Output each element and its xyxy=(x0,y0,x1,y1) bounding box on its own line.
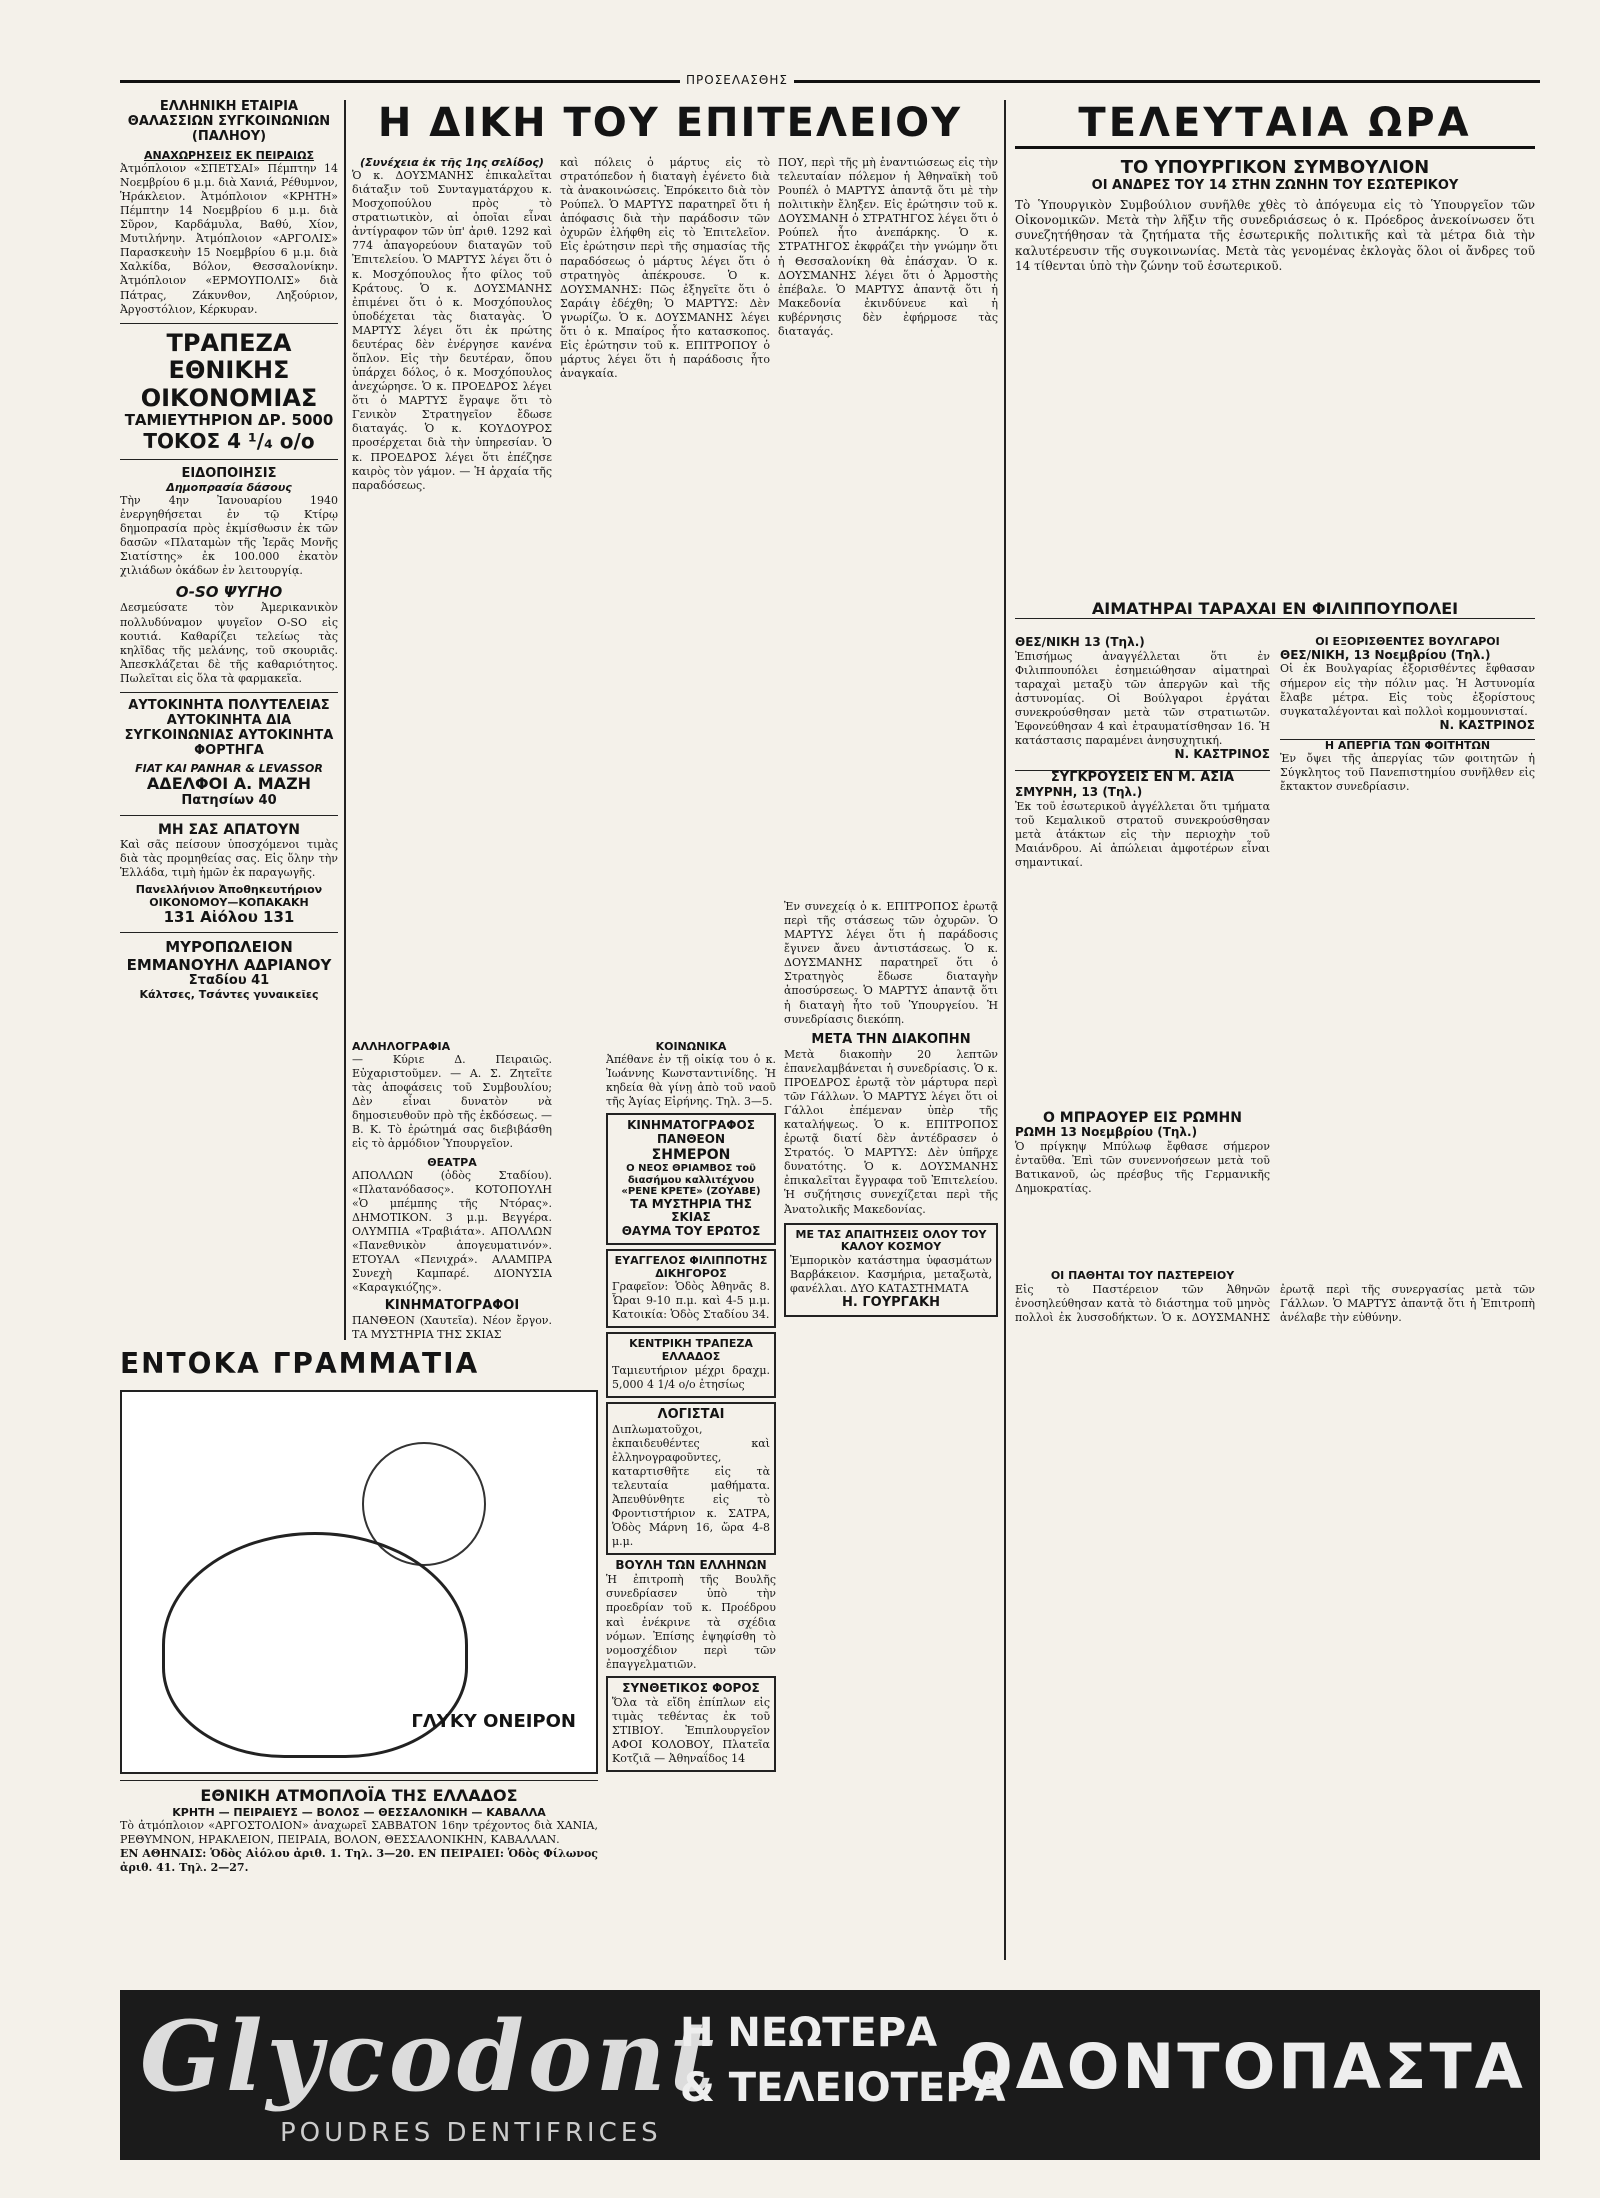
tax-heading: ΣΥΝΘΕΤΙΚΟΣ ΦΟΡΟΣ xyxy=(622,1680,760,1695)
pasteur-text: Εἰς τὸ Παστέρειον τῶν Ἀθηνῶν ἐνοσηλεύθησαν κατὰ τὸ διάστημα τοῦ μηνὸς πολλοὶ ἐκ λυσσοδήκτων. Ὁ κ. ΔΟΥΣΜΑΝΗΣ ἐρωτᾷ περὶ τῆς συνεργασίας μετὰ τῶν Γάλλων. Ὁ ΜΑΡΤΥΣ ἀπαντᾷ ὅτι ἡ Ἐπιτροπὴ ἀνέλαβε τὴν εὐθύνην. xyxy=(1015,1282,1535,1324)
correspondence-heading: ΑΛΛΗΛΟΓΡΑΦΙΑ xyxy=(352,1040,451,1053)
shipping-text: Τὸ ἀτμόπλοιον «ΑΡΓΟΣΤΟΛΙΟΝ» ἀναχωρεῖ ΣΑΒΒΑΤΟΝ 16ην τρέχοντος διὰ ΧΑΝΙΑ, ΡΕΘΥΜΝΟΝ, ΗΡΑΚΛΕΙΟΝ, ΠΕΙΡΑΙΑ, ΒΟΛΟΝ, ΘΕΣΣΑΛΟΝΙΚΗΝ, ΚΑΒΑΛΛΑΝ. xyxy=(120,1818,598,1846)
banner-tagline-1: Η ΝΕΩΤΕΡΑ xyxy=(680,2010,938,2056)
social-text: Ἀπέθανε ἐν τῇ οἰκίᾳ του ὁ κ. Ἰωάννης Κωνσταντινίδης. Ἡ κηδεία θὰ γίνῃ ἀπὸ τοῦ ναοῦ τῆς Ἁγίας Εἰρήνης. Τηλ. 3—5. xyxy=(606,1053,776,1109)
masthead-rule xyxy=(120,73,1540,97)
theater-text: ΑΠΟΛΛΩΝ (ὁδὸς Σταδίου). «Πλατανόδασος». ΚΟΤΟΠΟΥΛΗ «Ὁ μπέμπης τῆς Ντόρας». ΔΗΜΟΤΙΚΟΝ. 3 μ.μ. Βεγγέρα. ΟΛΥΜΠΙΑ «Τραβιάτα». ΑΠΟΛΛΩΝ «Πανεθνικὸν ἀπογευματινόν». ΕΤΟΥΑΛ «Πενιχρά». ΑΛΑΜΠΡΑ Συνεχὴ Καμπαρέ. ΔΙΟΝΥΣΙΑ «Καραγκιόζης». xyxy=(352,1168,552,1295)
tax-text: Ὅλα τὰ εἴδη ἐπίπλων εἰς τιμὰς τεθέντας ἐκ τοῦ ΣΤΙΒΙΟΥ. Ἐπιπλουργεῖον ΑΦΟΙ ΚΟΛΟΒΟΥ, Πλατεῖα Κοτζιᾶ — Ἀθηναΐδος 14 xyxy=(612,1695,770,1765)
demands-ad xyxy=(784,1223,998,1317)
pantheon-heading: ΚΙΝΗΜΑΤΟΓΡΑΦΟΣ ΠΑΝΘΕΟΝ xyxy=(627,1118,755,1147)
lawyer-ad xyxy=(606,1249,776,1329)
cars-heading: ΑΥΤΟΚΙΝΗΤΑ ΠΟΛΥΤΕΛΕΙΑΣ ΑΥΤΟΚΙΝΗΤΑ ΔΙΑ ΣΥΓΚΟΙΝΩΝΙΑΣ ΑΥΤΟΚΙΝΗΤΑ ΦΟΡΤΗΓΑ xyxy=(124,697,334,758)
ship-company-heading: ΕΛΛΗΝΙΚΗ ΕΤΑΙΡΙΑ ΘΑΛΑΣΣΙΩΝ ΣΥΓΚΟΙΝΩΝΙΩΝ (ΠΑΛΗΟΥ) xyxy=(127,100,331,144)
theater-heading: ΘΕΑΤΡΑ xyxy=(427,1155,477,1169)
refugees-signature: Ν. ΚΑΣΤΡΙΝΟΣ xyxy=(1439,717,1535,732)
trial-column-3 xyxy=(778,156,998,896)
glycodont-banner-ad xyxy=(120,1990,1540,2160)
banner-brand: Glycodont xyxy=(140,2000,719,2113)
cinema-heading: ΚΙΝΗΜΑΤΟΓΡΑΦΟΙ xyxy=(384,1298,520,1314)
newspaper-page xyxy=(120,73,1540,2190)
riots-heading-block xyxy=(1015,600,1535,630)
trial-text-4: Ἐν συνεχείᾳ ὁ κ. ΕΠΙΤΡΟΠΟΣ ἐρωτᾷ περὶ τῆς στάσεως τῶν ὀχυρῶν. Ὁ ΜΑΡΤΥΣ λέγει ὅτι ἡ παράδοσις ἔγινεν ἄνευ ἀντιστάσεως. Ὁ κ. ΔΟΥΣΜΑΝΗΣ παρατηρεῖ ὅτι ὁ Στρατηγὸς ἔδωσε διαταγὴν ἀποσύρσεως. Ὁ ΜΑΡΤΥΣ ἀπαντᾷ ὅτι ἡ διαταγὴ ἦτο τοῦ Ὑπουργείου. Ἡ συνεδρίασις διεκόπη. xyxy=(784,900,998,1026)
riots-heading: ΑΙΜΑΤΗΡΑΙ ΤΑΡΑΧΑΙ ΕΝ ΦΙΛΙΠΠΟΥΠΟΛΕΙ xyxy=(1015,600,1535,619)
notices-subheading: Δημοπρασία δάσους xyxy=(166,480,292,494)
refugees-text: Οἱ ἐκ Βουλγαρίας ἐξορισθέντες ἔφθασαν σήμερον εἰς τὴν πόλιν μας. Ἡ Ἀστυνομία ἔλαβε μέτρα. Εἰς τοὺς ἐξορίστους συγκαταλέγονται καὶ πολλοὶ κομμουνισταί. xyxy=(1280,662,1535,718)
shipping-route: ΚΡΗΤΗ — ΠΕΙΡΑΙΕΥΣ — ΒΟΛΟΣ — ΘΕΣΣΑΛΟΝΙΚΗ — ΚΑΒΑΛΛΑ xyxy=(172,1805,546,1819)
correspondence-text: — Κύριε Δ. Πειραιῶς. Εὐχαριστοῦμεν. — Α. Σ. Ζητεῖτε τὰς ἀποφάσεις τοῦ Συμβουλίου; Δὲν εἶναι δυνατὸν νὰ δημοσιευθοῦν πρὸ τῆς ἐκδόσεως. — Β. Κ. Τὸ ἐρώτημά σας διεβιβάσθη εἰς τὸ ἁρμόδιον Ὑπουργεῖον. xyxy=(352,1053,552,1151)
scam-text: Καὶ σᾶς πείσουν ὑποσχόμενοι τιμὰς διὰ τὰς προμηθείας σας. Εἰς ὅλην τὴν Ἑλλάδα, τιμὴ ἡμῶν ἐκ παραγωγῆς. xyxy=(120,837,338,879)
bonds-illustration xyxy=(120,1390,598,1774)
asia-text: Ἐκ τοῦ ἐσωτερικοῦ ἀγγέλλεται ὅτι τμήματα τοῦ Κεμαλικοῦ στρατοῦ συνεκρούσθησαν μετὰ ἀτάκτων εἰς τὴν περιοχὴν τοῦ Μαιάνδρου. Αἱ ἀπώλειαι ἀμφοτέρων εἶναι σημαντικαί. xyxy=(1015,799,1270,870)
perfume-address: Σταδίου 41 xyxy=(188,972,270,988)
trial-continued: (Συνέχεια ἐκ τῆς 1ης σελίδος) xyxy=(360,156,544,169)
trial-headline: Η ΔΙΚΗ ΤΟΥ ΕΠΙΤΕΛΕΙΟΥ xyxy=(377,100,963,146)
trial-text-3: ΠΟΥ, περὶ τῆς μὴ ἐναντιώσεως εἰς τὴν τελευταίαν πόλεμον ἡ Ἀθηναϊκὴ τοῦ Ρουπέλ ὁ ΜΑΡΤΥΣ ἀπαντᾷ ὅτι μὲ τὴν πολιτικὴν ἔληξεν. Εἰς ἐρώτησιν τοῦ κ. ΔΟΥΣΜΑΝΗ ὁ ΣΤΡΑΤΗΓΟΣ λέγει ὅτι ὁ Ρούπελ ἦτο ἀνεπάρκης. Ὁ κ. ΣΤΡΑΤΗΓΟΣ ἐκφράζει τὴν γνώμην ὅτι ἡ Θεσσαλονίκη θὰ ἐπάσχαν. Ὁ κ. ΔΟΥΣΜΑΝΗΣ λέγει ὅτι ὁ Ἀρμοστὴς ἐπέβαλε. Ὁ ΜΑΡΤΥΣ ἀπαντᾷ ὅτι ἡ Μακεδονία ἐκινδύνευε καὶ ἡ κυβέρνησις δὲν ἐφήρμοσε τὰς διαταγάς. xyxy=(778,156,998,338)
trial-column-4 xyxy=(784,900,998,1960)
riots-dateline: ΘΕΣ/ΝΙΚΗ 13 (Τηλ.) xyxy=(1015,636,1145,649)
trial-text-2: καὶ πόλεις ὁ μάρτυς εἰς τὸ στρατόπεδον ἡ διαταγὴ ἐγένετο διὰ τὰ ἀνακοινώσεις. Ἐπρόκειτο διὰ τὸν Ρούπελ. Ὁ ΜΑΡΤΥΣ παρατηρεῖ ὅτι ἡ ἀπόφασις διὰ τὴν παράδοσιν τῶν ὀχυρῶν ἐλήφθη εἰς τὸ Ἐπιτελεῖον. Εἰς ἐρώτησιν περὶ τῆς σημασίας τῆς παραδόσεως ὁ μάρτυς λέγει ὅτι ὁ στρατηγὸς ἀπέκρουσε. Ὁ κ. ΔΟΥΣΜΑΝΗΣ: Πῶς ἐξηγεῖτε ὅτι ὁ Σαράιγ ἐδέχθη; Ὁ ΜΑΡΤΥΣ: Δὲν γνωρίζω. Ὁ κ. ΔΟΥΣΜΑΝΗΣ λέγει ὅτι ὁ κ. Μπαίρος ἦτο κατασκοπος. Εἰς ἐρώτησιν τοῦ κ. ΕΠΙΤΡΟΠΟΥ ὁ μάρτυς λέγει ὅτι ἡ παράδοσις ἦτο ἀναγκαία. xyxy=(560,156,770,381)
oso-text: Δεσμεύσατε τὸν Ἀμερικανικὸν πολλυδύναμον ψυγεῖον O-SO εἰς κουτιά. Καθαρίζει τελείως τὰς κηλῖδας τῆς μελάνης, τοῦ σκουριᾶς. Ἀπεσκλάζεται δὲ τῆς καθαριότητος. Πωλεῖται εἰς ὅλα τὰ φαρμακεῖα. xyxy=(120,601,338,685)
central-bank-text: Ταμιευτήριον μέχρι δραχμ. 5,000 4 1/4 ο/ο ἐτησίως xyxy=(612,1363,770,1391)
correspondence-column xyxy=(352,1040,552,1340)
break-text: Μετὰ διακοπὴν 20 λεπτῶν ἐπανελαμβάνεται ἡ συνεδρίασις. Ὁ κ. ΠΡΟΕΔΡΟΣ ἐρωτᾷ τὸν μάρτυρα περὶ τῶν Γάλλων. Ὁ ΜΑΡΤΥΣ λέγει ὅτι οἱ Γάλλοι ἐπέμεναν ὑπὲρ τῆς καταλήψεως. Ὁ κ. ΕΠΙΤΡΟΠΟΣ ἐρωτᾷ διατί δὲν ἀντέδρασεν ὁ Στρατός. Ὁ ΜΑΡΤΥΣ: Δὲν ὑπῆρχε δυνατότης. Ὁ κ. ΔΟΥΣΜΑΝΗΣ ἐπικαλεῖται ἔγγραφα τοῦ Ἐπιτελείου. Ἡ συζήτησις συνεχίζεται περὶ τῆς Ἀνατολικῆς Μακεδονίας. xyxy=(784,1047,998,1216)
trial-text-1: Ὁ κ. ΔΟΥΣΜΑΝΗΣ ἐπικαλεῖται διάταξιν τοῦ Συνταγματάρχου κ. Μοσχοπούλου πρὸς τὸ στρατιωτικὸν, αἱ ὁποῖαι εἶναι ἀντίγραφον τῶν ὑπ' ἀριθ. 1292 καὶ 774 ἀπαγορεύουν διαταγῶν τοῦ Ἐπιτελείου. Ὁ ΜΑΡΤΥΣ λέγει ὅτι ὁ κ. Μοσχόπουλος ἦτο φίλος τοῦ Κράτους. Ὁ κ. ΔΟΥΣΜΑΝΗΣ ἐπιμένει ὅτι ὁ κ. Μοσχόπουλος ὑποδέχεται τὰς διαταγὰς. Ὁ ΜΑΡΤΥΣ λέγει ὅτι ἐκ πρώτης δευτέρας δὲν ἐνέργησε κανένα ὅπλον. Εἰς τὴν δευτέραν, ὅπου ὑπάρχει δόλος, ὁ κ. Μοσχόπουλος ἀνεχώρησε. Ὁ κ. ΠΡΟΕΔΡΟΣ λέγει ὅτι ὁ ΜΑΡΤΥΣ ἔγραψε ὅτι τὸ Γενικὸν Στρατηγεῖον ἔδωσε διαταγάς. Ὁ κ. ΚΟΥΔΟΥΡΟΣ προσέρχεται διὰ τὴν ὑπηρεσίαν. Ὁ κ. ΠΡΟΕΔΡΟΣ λέγει ὅτι ἐπέζησε καιρὸς τὸν γάμον. — Ἡ ἀρχαία τῆς παραδόσεως. xyxy=(352,169,552,492)
pantheon-film: Ο ΝΕΟΣ ΘΡΙΑΜΒΟΣ τοῦ διασήμου καλλιτέχνου «ΡΕΝΕ ΚΡΕΤΕ» (ΖΟΥΑΒΕ) xyxy=(621,1163,761,1197)
bulow-text: Ὁ πρίγκηψ Μπύλωφ ἔφθασε σήμερον ἐνταῦθα. Ἐπὶ τῶν συνεννοήσεων μετὰ τοῦ Βατικανοῦ, ὡς πρέσβυς τῆς Γερμανικῆς Δημοκρατίας. xyxy=(1015,1139,1270,1196)
cabinet-text: Τὸ Ὑπουργικὸν Συμβούλιον συνῆλθε χθὲς τὸ ἀπόγευμα εἰς τὸ Ὑπουργεῖον τῶν Οἰκονομικῶν. Μετὰ τὴν λῆξιν τῆς συνεδριάσεως ὁ κ. Πρόεδρος ἀνεκοίνωσεν ὅτι συνεζητήθησαν τὰ ζητήματα τῆς ἐσωτερικῆς πολιτικῆς καὶ τὰ μέτρα διὰ τὴν καλυτέρευσιν τῆς συγκοινωνίας. Μετὰ τὰς γενομένας ἐκλογὰς ὅλοι οἱ ἄνδρες τοῦ 14 τίθενται ὑπὸ τὴν ζώνην τοῦ ἐσωτερικοῦ. xyxy=(1015,197,1535,274)
tax-ad xyxy=(606,1676,776,1772)
oikonomou-store: Πανελλήνιον Ἀποθηκευτήριον ΟΙΚΟΝΟΜΟΥ—ΚΟΠΑΚΑΚΗ xyxy=(135,882,323,909)
shipping-heading: ΕΘΝΙΚΗ ΑΤΜΟΠΛΟΪΑ ΤΗΣ ΕΛΛΑΔΟΣ xyxy=(200,1786,518,1806)
departures-heading: ΑΝΑΧΩΡΗΣΕΙΣ ΕΚ ΠΕΙΡΑΙΩΣ xyxy=(143,148,314,162)
perfume-heading: ΜΥΡΟΠΩΛΕΙΟΝ ΕΜΜΑΝΟΥΗΛ ΑΔΡΙΑΝΟΥ xyxy=(126,938,332,974)
illustration-caption: ΓΛΥΚΥ ΟΝΕΙΡΟΝ xyxy=(411,1711,576,1733)
riots-text: Ἐπισήμως ἀναγγέλλεται ὅτι ἐν Φιλιππουπόλει ἐσημειώθησαν αἱματηραὶ ταραχαὶ μεταξὺ τῶν ἀπεργῶν καὶ τῆς ἀστυνομίας. Οἱ Βούλγαροι ἐργάται συνεκρούσθησαν μετὰ τῶν στρατιωτῶν. Ἐφονεύθησαν 4 καὶ ἐτραυματίσθησαν 16. Ἡ κατάστασις παραμένει ἀνησυχητική. xyxy=(1015,649,1270,748)
bonds-heading: ΕΝΤΟΚΑ ΓΡΑΜΜΑΤΙΑ xyxy=(120,1348,480,1380)
pantheon-film-2: ΤΑ ΜΥΣΤΗΡΙΑ ΤΗΣ ΣΚΙΑΣ xyxy=(630,1196,752,1225)
bonds-block xyxy=(120,1348,598,1978)
asia-heading: ΣΥΓΚΡΟΥΣΕΙΣ ΕΝ Μ. ΑΣΙΑ xyxy=(1015,770,1270,786)
scam-heading: ΜΗ ΣΑΣ ΑΠΑΤΟΥΝ xyxy=(157,821,301,838)
cinema-text: ΠΑΝΘΕΟΝ (Χαυτεῖα). Νέον ἔργον. ΤΑ ΜΥΣΤΗΡΙΑ ΤΗΣ ΣΚΙΑΣ xyxy=(352,1314,552,1340)
column-rule xyxy=(344,100,346,1340)
bulow-dateline: ΡΩΜΗ 13 Νοεμβρίου (Τηλ.) xyxy=(1015,1125,1198,1140)
cabinet-heading: ΤΟ ΥΠΟΥΡΓΙΚΟΝ ΣΥΜΒΟΥΛΙΟΝ xyxy=(1120,158,1430,178)
pantheon-film-3: ΘΑΥΜΑ ΤΟΥ ΕΡΩΤΟΣ xyxy=(621,1224,761,1239)
masthead-tag: ΠΡΟΣΕΛΑΣΘΗΣ xyxy=(680,73,794,87)
oikonomou-address: 131 Αἰόλου 131 xyxy=(163,908,295,927)
banner-tagline-3: ΟΔΟΝΤΟΠΑΣΤΑ xyxy=(960,2030,1526,2103)
bank-rate: ΤΟΚΟΣ 4 ¹/₄ ο/ο xyxy=(143,428,315,453)
parliament-text: Ἡ ἐπιτροπὴ τῆς Βουλῆς συνεδρίασεν ὑπὸ τὴν προεδρίαν τοῦ κ. Προέδρου καὶ ἐνέκρινε τὰ σχέδια νόμων. Ἐπίσης ἐψηφίσθη τὸ νομοσχέδιον περὶ τῶν ἐπαγγελματιῶν. xyxy=(606,1573,776,1671)
riots-article xyxy=(1015,636,1270,1036)
bank-heading: ΤΡΑΠΕΖΑ ΕΘΝΙΚΗΣ ΟΙΚΟΝΟΜΙΑΣ xyxy=(140,328,318,412)
banner-tagline-2: & ΤΕΛΕΙΟΤΕΡΑ xyxy=(680,2065,1006,2111)
demands-name: Η. ΓΟΥΡΓΑΚΗ xyxy=(842,1295,940,1311)
cars-brand: FIAT KAI PANHAR & LEVASSOR xyxy=(135,761,323,775)
pantheon-ad xyxy=(606,1113,776,1245)
lawyer-heading: ΕΥΑΓΓΕΛΟΣ ΦΙΛΙΠΠΟΤΗΣ ΔΙΚΗΓΟΡΟΣ xyxy=(614,1253,768,1280)
notices-heading: ΕΙΔΟΠΟΙΗΣΙΣ xyxy=(181,465,277,481)
riots-signature: Ν. ΚΑΣΤΡΙΝΟΣ xyxy=(1174,747,1270,762)
accountants-text: Διπλωματοῦχοι, ἐκπαιδευθέντες καὶ ἐλληνογραφοῦντες, καταρτισθῆτε εἰς τὰ τελευταία μαθήματα. Ἀπευθύνθητε εἰς τὸ Φροντιστήριον κ. ΣΑΤΡΑ, Ὁδὸς Μάρνη 16, ὥρα 4-8 μ.μ. xyxy=(612,1422,770,1549)
refugees-article xyxy=(1280,636,1535,1096)
bank-line: ΤΑΜΙΕΥΤΗΡΙΟΝ ΔΡ. 5000 xyxy=(124,411,334,430)
lawyer-text: Γραφεῖον: Ὁδὸς Ἀθηνᾶς 8. Ὧραι 9-10 π.μ. καὶ 4-5 μ.μ. Κατοικία: Ὁδὸς Σταδίου 34. xyxy=(612,1280,770,1322)
central-bank-ad xyxy=(606,1332,776,1397)
shipping-info: ΕΝ ΑΘΗΝΑΙΣ: Ὁδὸς Αἰόλου ἀριθ. 1. Τηλ. 3—20. ΕΝ ΠΕΙΡΑΙΕΙ: Ὁδὸς Φίλωνος ἀριθ. 41. Τηλ. 2—27. xyxy=(120,1846,598,1874)
strike-text: Ἐν ὄψει τῆς ἀπεργίας τῶν φοιτητῶν ἡ Σύγκλητος τοῦ Πανεπιστημίου συνῆλθεν εἰς ἔκτακτον συνεδρίασιν. xyxy=(1280,752,1535,794)
social-column xyxy=(606,1040,776,1960)
refugees-heading: ΟΙ ΕΞΟΡΙΣΘΕΝΤΕΣ ΒΟΥΛΓΑΡΟΙ xyxy=(1315,636,1500,648)
departures-text: Ἀτμόπλοιον «ΣΠΕΤΣΑΙ» Πέμπτην 14 Νοεμβρίου 6 μ.μ. διὰ Χανιά, Ρέθυμνον, Ἡράκλειον. Ἀτμόπλοιον «ΚΡΗΤΗ» Πέμπτην 14 Νοεμβρίου 6 μ.μ. διὰ Σῦρον, Καρδάμυλα, Βαθύ, Χίον, Μυτιλήνην. Ἀτμόπλοιον «ΑΡΓΟΛΙΣ» Παρασκευὴν 15 Νοεμβρίου 6 μ.μ. διὰ Χαλκίδα, Βόλον, Θεσσαλονίκην. Ἀτμόπλοιον «ΕΡΜΟΥΠΟΛΙΣ» διὰ Πάτρας, Ζάκυνθον, Ληξούριον, Ἀργοστόλιον, Κέρκυραν. xyxy=(120,161,338,316)
trial-column-1 xyxy=(352,156,552,1026)
central-bank-heading: ΚΕΝΤΡΙΚΗ ΤΡΑΠΕΖΑ ΕΛΛΑΔΟΣ xyxy=(629,1337,753,1364)
social-heading: ΚΟΙΝΩΝΙΚΑ xyxy=(655,1040,727,1053)
parliament-heading: ΒΟΥΛΗ ΤΩΝ ΕΛΛΗΝΩΝ xyxy=(615,1558,767,1573)
cars-dealer: ΑΔΕΛΦΟΙ Α. ΜΑΖΗ xyxy=(146,774,312,794)
cabinet-article xyxy=(1015,158,1535,548)
bulow-heading: Ο ΜΠΡΑΟΥΕΡ ΕΙΣ ΡΩΜΗΝ xyxy=(1043,1110,1242,1126)
oso-heading: O-SO ΨΥΓΗΟ xyxy=(175,583,283,602)
accountants-heading: ΛΟΓΙΣΤΑΙ xyxy=(657,1406,725,1422)
accountants-ad xyxy=(606,1402,776,1556)
refugees-dateline: ΘΕΣ/ΝΙΚΗ, 13 Νοεμβρίου (Τηλ.) xyxy=(1280,647,1491,662)
last-hour-heading: ΤΕΛΕΥΤΑΙΑ ΩΡΑ xyxy=(1015,100,1535,149)
column-rule xyxy=(1004,100,1006,1960)
cars-address: Πατησίων 40 xyxy=(181,792,277,808)
trial-column-2 xyxy=(560,156,770,1026)
demands-text: Ἐμπορικὸν κατάστημα ὑφασμάτων Βαρβάκειον. Κασμήρια, μεταξωτὰ, φανέλλαι. ΔΥΟ ΚΑΤΑΣΤΗΜΑΤΑ xyxy=(790,1253,992,1296)
break-heading: ΜΕΤΑ ΤΗΝ ΔΙΑΚΟΠΗΝ xyxy=(811,1031,971,1047)
demands-heading: ΜΕ ΤΑΣ ΑΠΑΙΤΗΣΕΙΣ ΟΛΟΥ ΤΟΥ ΚΑΛΟΥ ΚΟΣΜΟΥ xyxy=(795,1227,987,1254)
pasteur-heading: ΟΙ ΠΑΘΗΤΑΙ ΤΟΥ ΠΑΣΤΕΡΕΙΟΥ xyxy=(1050,1270,1235,1282)
bulow-article xyxy=(1015,1110,1270,1270)
notices-text: Τὴν 4ην Ἰανουαρίου 1940 ἐνεργηθήσεται ἐν τῷ Κτίρῳ δημοπρασία πρὸς ἐκμίσθωσιν ἐκ τῶν δασῶν «Πλαταμὼν τῆς Ἱερᾶς Μονῆς Σιατίστης» ἐκ 100.000 ἐκατὸν χιλιάδων ὀκάδων ἐν λειτουργίᾳ. xyxy=(120,493,338,578)
banner-subtitle: POUDRES DENTIFRICES xyxy=(280,2118,662,2148)
perfume-tagline: Κάλτσες, Τσάντες γυναικεῖες xyxy=(139,987,319,1001)
strike-heading: Η ΑΠΕΡΓΙΑ ΤΩΝ ΦΟΙΤΗΤΩΝ xyxy=(1280,739,1535,753)
pasteur-article xyxy=(1015,1270,1535,1960)
asia-dateline: ΣΜΥΡΝΗ, 13 (Τηλ.) xyxy=(1015,785,1143,800)
cabinet-subheading: ΟΙ ΑΝΔΡΕΣ ΤΟΥ 14 ΣΤΗΝ ΖΩΝΗΝ ΤΟΥ ΕΣΩΤΕΡΙΚΟΥ xyxy=(1091,177,1459,193)
pantheon-today: ΣΗΜΕΡΟΝ xyxy=(651,1146,731,1163)
